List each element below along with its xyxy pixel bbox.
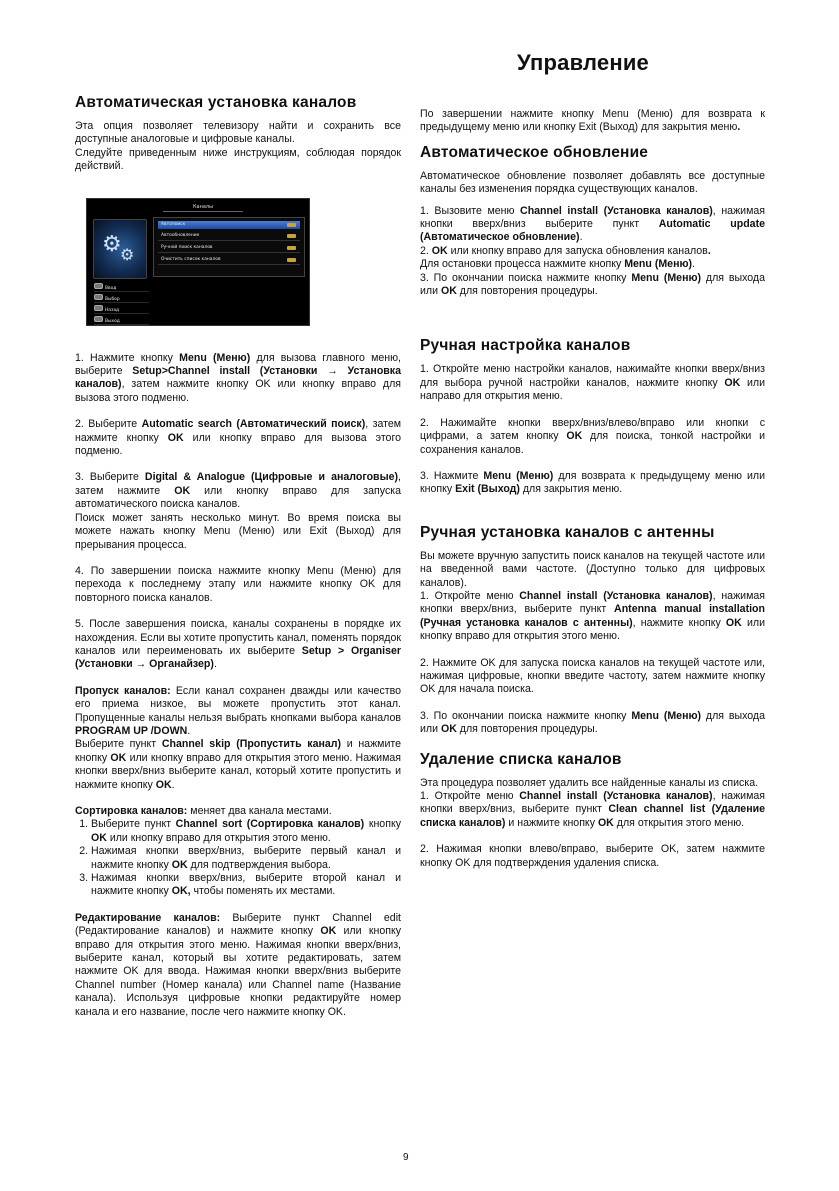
tv-menu-item: Автопоиск xyxy=(158,221,300,229)
step-3: 3. Выберите Digital & Analogue (Цифровые и аналоговые), затем нажмите OK или кнопку вправо для запуска автоматического поиска каналов. xyxy=(75,471,401,511)
page-title: Управление xyxy=(516,50,649,75)
gears-image xyxy=(93,219,147,279)
sort-steps xyxy=(75,818,401,898)
list-item: 2. Нажимая кнопки вверх/вниз, выберите первый канал и нажмите кнопку OK для подтверждения выбора. xyxy=(91,845,401,872)
skip-channels: Пропуск каналов: Если канал сохранен дважды или качество его приема низкое, вы можете пропустить этот канал. Пропущенные каналы нельзя выбрать кнопками выбора каналов PROGRAM UP /DOWN. xyxy=(75,684,402,737)
intro-text: Следуйте приведенным ниже инструкциям, соблюдая порядок действий. xyxy=(75,146,401,173)
update-step-3: 3. По окончании поиска нажмите кнопку Menu (Меню) для выхода или OK для повторения процедуры. xyxy=(420,271,766,298)
manual-step-2: 2. Нажимайте кнопки вверх/вниз/влево/вправо или кнопки с цифрами, а затем кнопку OK для поиска, тонкой настройки и сохранения каналов. xyxy=(420,416,765,456)
remote-button-icon xyxy=(94,305,103,311)
heading-manual-tuning: Ручная настройка каналов xyxy=(420,337,631,355)
tv-menu-list xyxy=(153,217,305,277)
step-4: 4. По завершении поиска нажмите кнопку Menu (Меню) для перехода к последнему этапу или нажмите кнопку OK для повторного поиска каналов. xyxy=(75,564,401,604)
manual-step-1: 1. Откройте меню настройки каналов, нажимайте кнопки вверх/вниз для выбора ручной настройки каналов, нажмите кнопку OK или направо для открытия меню. xyxy=(420,363,765,403)
update-step-1: 1. Вызовите меню Channel install (Установка каналов), нажимая кнопки вверх/вниз выберите пункт Automatic update (Автоматическое обновление). xyxy=(420,204,765,244)
antenna-intro: Вы можете вручную запустить поиск каналов на текущей частоте или на введенной вами частоте. (Доступно только для цифровых каналов). xyxy=(420,549,765,589)
step-1: 1. Нажмите кнопку Menu (Меню) для вызова главного меню, выберите Setup>Channel install (Установки → Установка каналов), затем нажмите кнопку OK или кнопку вправо для вызова этого подменю. xyxy=(75,351,401,404)
skip-channels-steps: Выберите пункт Channel skip (Пропустить канал) и нажмите кнопку OK или кнопку вправо для открытия этого меню. Нажимая кнопки вверх/вниз выберите канал, который хотите пропустить и нажмите кнопку OK. xyxy=(75,738,401,791)
left-column xyxy=(75,93,401,1019)
update-intro: Автоматическое обновление позволяет добавлять все доступные каналы без изменения порядка существующих каналов. xyxy=(420,169,765,196)
heading-delete-list: Удаление списка каналов xyxy=(420,750,622,768)
tv-legend-row: Выход xyxy=(94,316,149,325)
return-note: По завершении нажмите кнопку Menu (Меню) для возврата к предыдущему меню или кнопку Exit (Выход) для закрытия меню. xyxy=(420,108,765,134)
right-column xyxy=(420,108,765,870)
gear-icon: ⚙ xyxy=(102,231,122,257)
intro-text: Эта опция позволяет телевизору найти и сохранить все доступные аналоговые и цифровые каналы. xyxy=(75,120,401,146)
tv-menu-screenshot xyxy=(86,198,310,326)
antenna-step-2: 2. Нажмите OK для запуска поиска каналов на текущей частоте или, нажимая цифровые, кнопки введите частоту, затем нажмите кнопку OK для начала поиска. xyxy=(420,656,765,696)
tv-legend-row: Выбор xyxy=(94,294,149,303)
update-step-2: 2. OK или кнопку вправо для запуска обновления каналов. xyxy=(420,244,711,257)
update-step-2-note: Для остановки процесса нажмите кнопку Menu (Меню). xyxy=(420,258,695,271)
manual-step-3: 3. Нажмите Menu (Меню) для возврата к предыдущему меню или кнопку Exit (Выход) для закрытия меню. xyxy=(420,469,765,496)
tv-menu-item: Автообновление xyxy=(158,232,300,241)
step-2: 2. Выберите Automatic search (Автоматический поиск), затем нажмите кнопку OK или кнопку вправо для вызова этого подменю. xyxy=(75,418,402,458)
delete-step-2: 2. Нажимая кнопки влево/вправо, выберите OK, затем нажмите кнопку OK для подтверждения удаления списка. xyxy=(420,843,765,869)
gear-icon: ⚙ xyxy=(120,244,135,264)
step-5: 5. После завершения поиска, каналы сохранены в порядке их нахождения. Если вы хотите пропустить канал, поменять порядок каналов или переименовать их выберите Setup > Organiser (Установки → Органайзер). xyxy=(75,618,401,671)
edit-channels: Редактирование каналов: Выберите пункт Channel edit (Редактирование каналов) и нажмите кнопку OK или кнопку вправо для открытия этого меню. Нажимая кнопки вверх/вниз, выберите канал, который вы хотите редактировать, затем нажмите OK для ввода. Нажимая кнопки вверх/вниз выберите Channel number (Номер канала) или Channel name (Название канала). Используя цифровые кнопки редактируйте номер канала и его название, после чего нажмите кнопку OK. xyxy=(75,911,402,1018)
heading-auto-install: Автоматическая установка каналов xyxy=(75,94,357,111)
remote-button-icon xyxy=(94,294,103,300)
list-item: 3. Нажимая кнопки вверх/вниз, выберите второй канал и нажмите кнопку OK, чтобы поменять их местами. xyxy=(91,872,401,899)
tv-legend-row: Ввод xyxy=(94,283,149,292)
heading-auto-update: Автоматическое обновление xyxy=(420,143,649,161)
delete-intro: Эта процедура позволяет удалить все найденные каналы из списка. xyxy=(420,776,759,789)
tv-menu-title: Каналы xyxy=(163,203,243,212)
list-item: 1. Выберите пункт Channel sort (Сортировка каналов) кнопку OK или кнопку вправо для открытия этого меню. xyxy=(91,818,401,845)
antenna-step-1: 1. Откройте меню Channel install (Установка каналов), нажимая кнопки вверх/вниз, выберите пункт Antenna manual installation (Ручная установка каналов с антенны), нажмите кнопку OK или кнопку вправо для открытия этого меню. xyxy=(420,589,765,643)
heading-antenna-install: Ручная установка каналов с антенны xyxy=(420,523,715,541)
remote-button-icon xyxy=(94,283,103,289)
sort-channels: Сортировка каналов: меняет два канала местами. xyxy=(75,805,332,817)
tv-menu-item: Очистить список каналов xyxy=(158,256,300,265)
tv-legend-row: Назад xyxy=(94,305,149,314)
tv-button-legend xyxy=(94,283,149,327)
tv-menu-item: Ручной поиск каналов xyxy=(158,244,300,253)
delete-step-1: 1. Откройте меню Channel install (Установка каналов), нажимая кнопки вверх/вниз, выберите пункт Clean channel list (Удаление списка каналов) и нажмите кнопку OK для открытия этого меню. xyxy=(420,790,766,829)
antenna-step-3: 3. По окончании поиска нажмите кнопку Menu (Меню) для выхода или OK для повторения процедуры. xyxy=(420,709,766,736)
step-3-note: Поиск может занять несколько минут. Во время поиска вы можете нажать кнопку Menu (Меню) или Exit (Выход) для прерывания процесса. xyxy=(75,511,401,551)
page-number: 9 xyxy=(403,1152,409,1163)
remote-button-icon xyxy=(94,316,103,322)
